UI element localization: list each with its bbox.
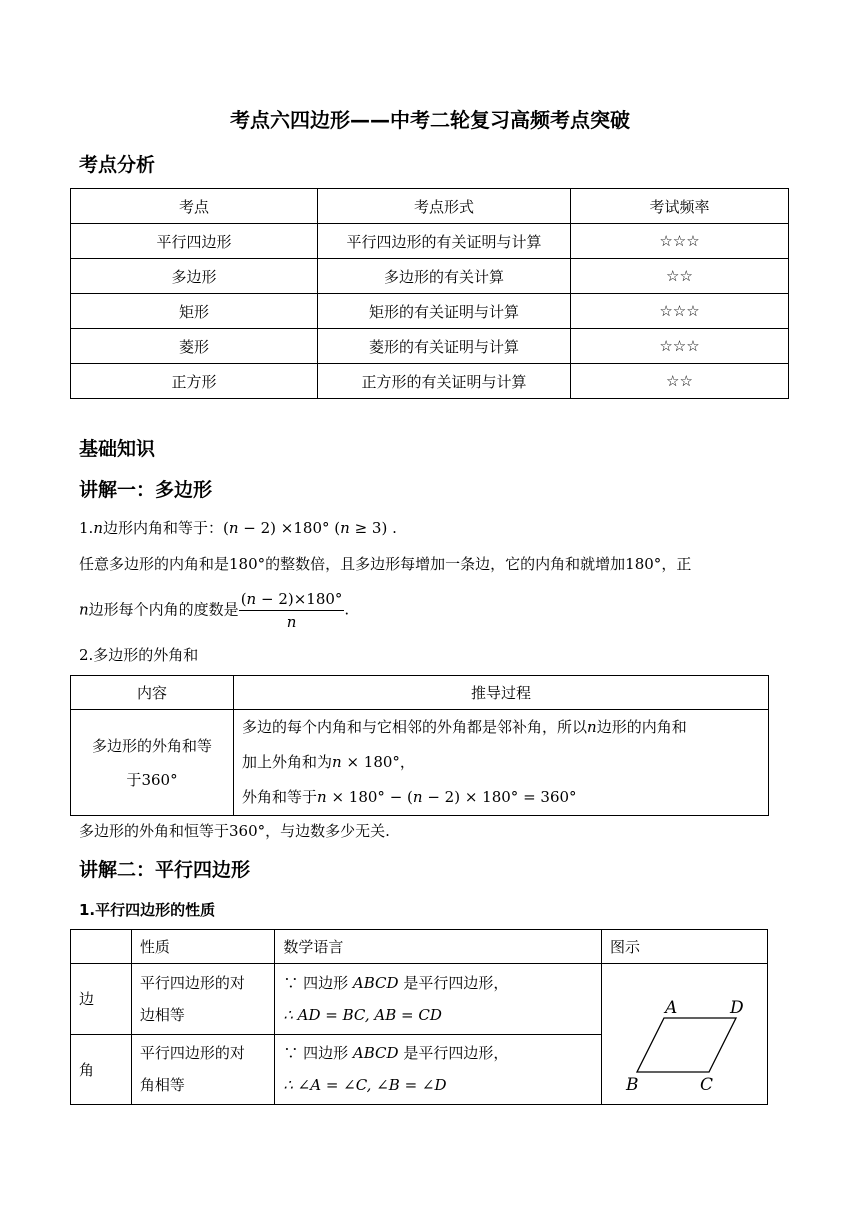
text-fragment: − 2) ×180° (	[238, 519, 341, 537]
table-cell: 矩形的有关证明与计算	[318, 294, 571, 329]
value-360: 360°	[141, 770, 178, 789]
table-cell: 矩形	[71, 294, 318, 329]
table-header-cell: 推导过程	[234, 676, 769, 710]
text-fragment: 加上外角和为	[242, 753, 333, 771]
table-cell: ☆☆	[571, 259, 789, 294]
table-header-cell: 考试频率	[571, 189, 789, 224]
vertex-label-d: D	[730, 998, 744, 1018]
variable-n: n	[332, 753, 342, 771]
text-fragment: 平行四边形的对	[139, 973, 245, 992]
table-cell: ☆☆☆	[571, 294, 789, 329]
text-fragment: 边形每个内角的度数是	[88, 600, 239, 619]
variable-n: n	[340, 519, 350, 537]
value-180: 180°	[229, 555, 266, 573]
variable-n: n	[412, 788, 423, 806]
table-header-row	[71, 676, 769, 710]
table-row	[71, 329, 789, 364]
paragraph-regular-angle	[79, 588, 349, 633]
text-fragment: 于	[126, 770, 142, 789]
value-360: 360°	[229, 822, 266, 840]
table-cell: 菱形	[71, 329, 318, 364]
topic-frequency-table	[70, 188, 789, 399]
section-heading-analysis: 考点分析	[79, 154, 156, 176]
table-header-cell: 考点	[71, 189, 318, 224]
variable-n: n	[79, 600, 89, 619]
variable-abcd: ABCD	[352, 973, 399, 992]
table-header-cell: 内容	[71, 676, 234, 710]
variable-n: n	[93, 519, 103, 537]
paragraph-exterior-constant	[79, 820, 390, 841]
property-cell	[131, 964, 275, 1035]
variable-n: n	[246, 590, 257, 608]
variable-n: n	[228, 519, 239, 537]
table-row	[71, 294, 789, 329]
fraction	[239, 588, 345, 633]
section-heading-lecture1: 讲解一：多边形	[79, 479, 213, 501]
paragraph-interior-multiple	[79, 553, 691, 574]
derivation-line	[242, 780, 760, 815]
table-cell: 正方形	[71, 364, 318, 399]
vertex-label-c: C	[700, 1075, 714, 1095]
table-header-cell: 数学语言	[275, 930, 602, 964]
text-fragment: 是平行四边形，	[398, 1044, 509, 1063]
table-header-cell: 考点形式	[318, 189, 571, 224]
text-fragment: × 180°，	[341, 753, 415, 771]
text-fragment: 边形的内角和	[596, 718, 687, 736]
variable-n: n	[587, 718, 597, 736]
table-cell: ☆☆☆	[571, 329, 789, 364]
table-cell: ☆☆☆	[571, 224, 789, 259]
text-fragment: 外角和等于	[242, 788, 318, 806]
math-expression: ∴ ∠A = ∠C, ∠B = ∠D	[283, 1076, 447, 1095]
text-fragment: 边形内角和等于：	[102, 519, 223, 537]
text-fragment: ∵ 四边形	[283, 973, 353, 992]
text-fragment: 平行四边形的对	[139, 1044, 245, 1063]
text-fragment: ≥ 3) .	[349, 519, 397, 537]
text-fragment: − 2) × 180° = 360°	[422, 788, 577, 806]
text-fragment: 多边形的外角和恒等于	[79, 822, 230, 840]
parallelogram-figure	[602, 964, 767, 1100]
text-fragment: (	[223, 519, 229, 537]
text-fragment: ，与边数多少无关.	[265, 822, 390, 840]
variable-abcd: ABCD	[352, 1044, 399, 1063]
row-label-angle: 角	[71, 1034, 132, 1105]
row-label-side: 边	[71, 964, 132, 1035]
table-cell: 正方形的有关证明与计算	[318, 364, 571, 399]
table-header-row	[71, 930, 768, 964]
text-fragment: ，正	[661, 555, 692, 573]
text-fragment: 的整数倍，且多边形每增加一条边，它的内角和就增加	[265, 555, 626, 573]
math-language-cell	[275, 1034, 602, 1105]
table-row	[71, 364, 789, 399]
table-row	[71, 964, 768, 1035]
property-cell	[131, 1034, 275, 1105]
section-heading-lecture2: 讲解二：平行四边形	[79, 859, 251, 881]
fraction-numerator	[239, 588, 345, 611]
text-fragment: 多边形的外角和等	[91, 736, 212, 755]
value-180: 180°	[625, 555, 662, 573]
table-row	[71, 259, 789, 294]
text-fragment: ∵ 四边形	[283, 1044, 353, 1063]
text-fragment: − 2)×180°	[256, 590, 343, 608]
section-heading-basics: 基础知识	[79, 438, 156, 460]
text-fragment: 边相等	[139, 1005, 185, 1024]
variable-n: n	[317, 788, 327, 806]
vertex-label-b: B	[626, 1075, 639, 1095]
table-cell: 多边形	[71, 259, 318, 294]
math-expression: ∴ AD = BC, AB = CD	[283, 1005, 442, 1024]
parallelogram-properties-table	[70, 929, 768, 1105]
text-fragment: 任意多边形的内角和是	[79, 555, 230, 573]
table-row	[71, 710, 769, 816]
table-cell: ☆☆	[571, 364, 789, 399]
table-header-cell: 性质	[131, 930, 275, 964]
text-fragment: (	[240, 590, 247, 608]
table-cell: 平行四边形的有关证明与计算	[318, 224, 571, 259]
text-fragment: .	[344, 600, 350, 619]
text-fragment: × 180° − (	[326, 788, 413, 806]
text-fragment: 角相等	[139, 1076, 185, 1095]
fraction-denominator: n	[286, 613, 297, 631]
parallelogram-shape	[637, 1018, 736, 1072]
table-cell: 多边形的有关计算	[318, 259, 571, 294]
derivation-line	[242, 710, 760, 745]
table-header-cell: 图示	[602, 930, 768, 964]
derivation-line	[242, 745, 760, 780]
text-fragment: 多边的每个内角和与它相邻的外角都是邻补角，所以	[242, 718, 588, 736]
formula-paragraph-interior-sum	[79, 517, 397, 538]
text-fragment: 1.	[79, 519, 94, 537]
figure-cell	[602, 964, 768, 1105]
paragraph-exterior-heading: 2.多边形的外角和	[79, 646, 199, 664]
subheading-parallelogram-properties: 1.平行四边形的性质	[79, 901, 216, 919]
vertex-label-a: A	[665, 998, 678, 1018]
text-fragment: 是平行四边形，	[398, 973, 509, 992]
table-cell	[234, 710, 769, 816]
table-cell: 平行四边形	[71, 224, 318, 259]
exterior-angle-table	[70, 675, 769, 816]
table-row	[71, 224, 789, 259]
table-cell	[71, 710, 234, 816]
table-header-row	[71, 189, 789, 224]
table-cell: 菱形的有关证明与计算	[318, 329, 571, 364]
table-header-cell	[71, 930, 132, 964]
page-title: 考点六四边形——中考二轮复习高频考点突破	[230, 108, 630, 132]
math-language-cell	[275, 964, 602, 1035]
